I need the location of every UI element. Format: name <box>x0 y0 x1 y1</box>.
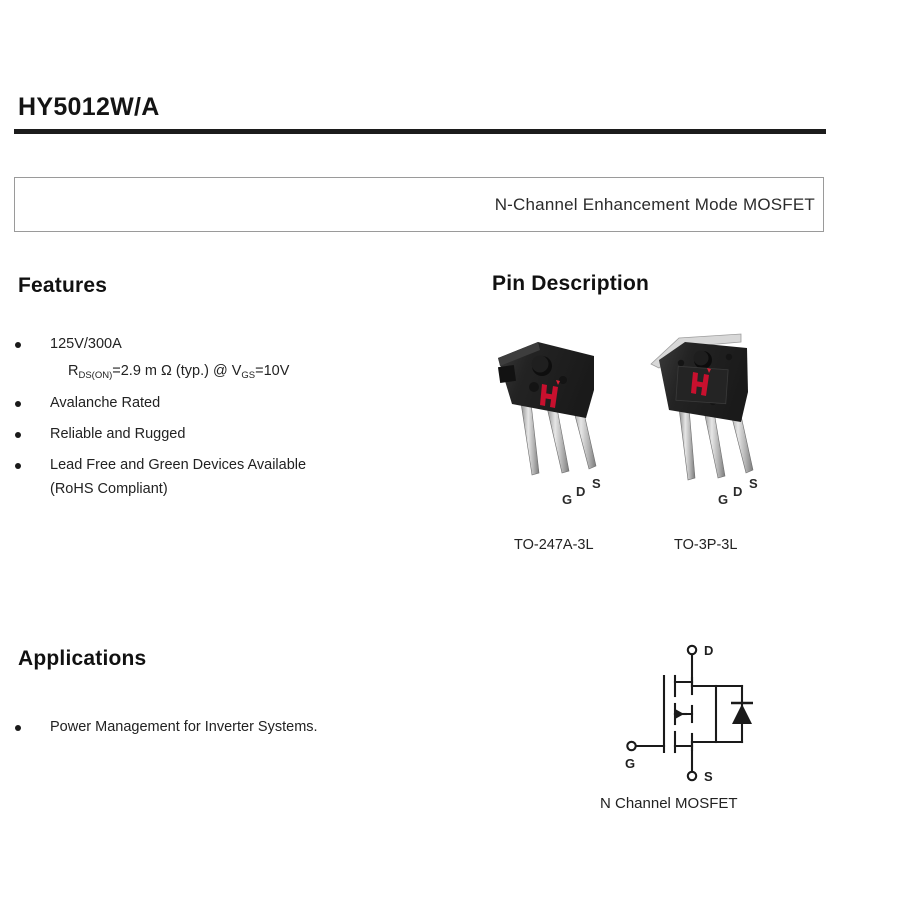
rds-on-spec <box>50 361 420 383</box>
pin-label-source: S <box>749 476 758 491</box>
package-label-to3p: TO-3P-3L <box>674 537 738 553</box>
pin-label-gate: G <box>718 492 729 507</box>
feature-text: Avalanche Rated <box>50 395 161 411</box>
mosfet-schematic-symbol <box>620 638 790 788</box>
pin-label-drain: D <box>576 484 586 499</box>
rds-subscript: DS(ON) <box>78 370 113 381</box>
drain-terminal-node <box>688 646 696 654</box>
rohs-note: (RoHS Compliant) <box>50 481 168 497</box>
list-item <box>0 455 420 500</box>
pin-label-source: S <box>592 476 601 491</box>
list-item <box>0 717 420 738</box>
pin-label-drain: D <box>733 484 743 499</box>
pin-label-gate: G <box>562 492 573 507</box>
symbol-label-gate: G <box>625 756 636 771</box>
package-label-to247a: TO-247A-3L <box>514 537 594 553</box>
header-divider <box>14 129 826 134</box>
vgs-value: =10V <box>255 363 290 379</box>
list-item <box>0 424 420 445</box>
rds-value: =2.9 m Ω (typ.) @ <box>112 363 232 379</box>
substrate-arrow <box>676 710 684 719</box>
symbol-caption: N Channel MOSFET <box>600 795 738 812</box>
application-text: Power Management for Inverter Systems. <box>50 719 318 735</box>
gate-terminal-node <box>627 742 635 750</box>
body-diode <box>731 703 753 724</box>
symbol-label-drain: D <box>704 643 714 658</box>
symbol-label-source: S <box>704 769 713 784</box>
list-item <box>0 393 420 414</box>
rds-symbol: R <box>68 363 79 379</box>
subtitle-box <box>14 177 824 232</box>
vgs-subscript: GS <box>241 370 256 381</box>
package-body <box>498 342 594 418</box>
package-images <box>470 330 830 570</box>
applications-list <box>0 717 420 748</box>
pin-description-heading: Pin Description <box>492 272 650 295</box>
subtitle-text: N-Channel Enhancement Mode MOSFET <box>494 194 815 214</box>
vgs-symbol: V <box>231 363 242 379</box>
feature-text: Lead Free and Green Devices Available <box>50 457 307 473</box>
features-list <box>0 334 420 510</box>
applications-heading: Applications <box>18 647 147 670</box>
features-heading: Features <box>18 274 108 297</box>
feature-text: Reliable and Rugged <box>50 426 186 442</box>
feature-text: 125V/300A <box>50 336 122 352</box>
list-item <box>0 334 420 383</box>
page-title: HY5012W/A <box>18 93 160 121</box>
source-terminal-node <box>688 772 696 780</box>
